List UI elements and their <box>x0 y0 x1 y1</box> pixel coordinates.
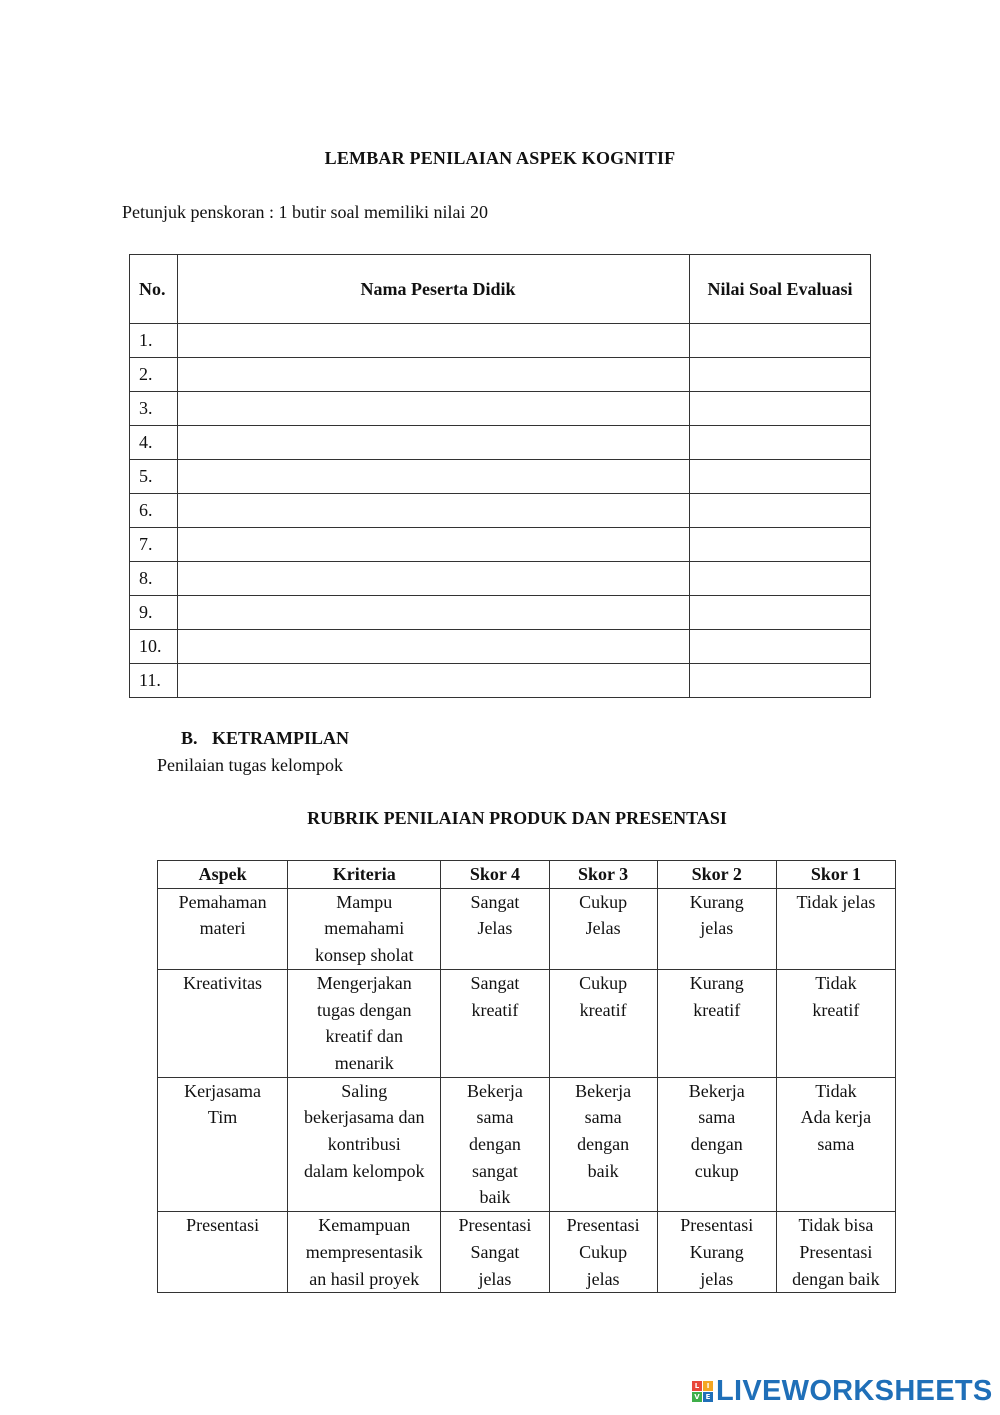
rubric-cell: Presentasi Sangat jelas <box>441 1212 549 1293</box>
student-name-cell <box>178 460 690 494</box>
score-cell <box>690 494 871 528</box>
score-cell <box>690 358 871 392</box>
student-name-cell <box>178 630 690 664</box>
rubric-header-cell: Aspek <box>158 861 288 889</box>
row-number: 2. <box>130 358 178 392</box>
rubric-row <box>158 1077 896 1212</box>
score-cell <box>690 426 871 460</box>
student-name-cell <box>178 324 690 358</box>
row-number: 10. <box>130 630 178 664</box>
section-b-letter: B. <box>181 728 198 748</box>
rubric-cell: Cukup Jelas <box>549 888 657 969</box>
score-cell <box>690 392 871 426</box>
rubric-row <box>158 1212 896 1293</box>
rubric-cell: Kurang jelas <box>657 888 776 969</box>
section-b-title: KETRAMPILAN <box>212 728 350 748</box>
page-title: LEMBAR PENILAIAN ASPEK KOGNITIF <box>324 148 676 168</box>
rubric-row <box>158 888 896 969</box>
logo-square: V <box>692 1392 702 1402</box>
row-number: 9. <box>130 596 178 630</box>
rubric-header-cell: Kriteria <box>288 861 441 889</box>
rubric-cell: Sangat kreatif <box>441 969 549 1077</box>
row-number: 11. <box>130 664 178 698</box>
table-row <box>130 324 871 358</box>
student-name-cell <box>178 528 690 562</box>
rubric-cell: Presentasi <box>158 1212 288 1293</box>
rubric-header-cell: Skor 4 <box>441 861 549 889</box>
header-evaluation-score: Nilai Soal Evaluasi <box>690 255 871 324</box>
row-number: 8. <box>130 562 178 596</box>
rubric-cell: Kemampuan mempresentasik an hasil proyek <box>288 1212 441 1293</box>
rubric-cell: Kurang kreatif <box>657 969 776 1077</box>
row-number: 3. <box>130 392 178 426</box>
score-cell <box>690 324 871 358</box>
student-name-cell <box>178 358 690 392</box>
liveworksheets-logo-mark <box>692 1381 713 1402</box>
table-row <box>130 562 871 596</box>
rubric-cell: Bekerja sama dengan sangat baik <box>441 1077 549 1212</box>
rubric-row <box>158 969 896 1077</box>
liveworksheets-logo <box>692 1376 993 1406</box>
student-name-cell <box>178 392 690 426</box>
rubric-cell: Kreativitas <box>158 969 288 1077</box>
logo-square: E <box>703 1392 713 1402</box>
student-name-cell <box>178 562 690 596</box>
rubric-cell: Mengerjakan tugas dengan kreatif dan menarik <box>288 969 441 1077</box>
table-row <box>130 426 871 460</box>
student-name-cell <box>178 596 690 630</box>
score-cell <box>690 562 871 596</box>
section-b-subtitle: Penilaian tugas kelompok <box>157 755 343 775</box>
table-row <box>130 596 871 630</box>
score-cell <box>690 460 871 494</box>
score-cell <box>690 630 871 664</box>
rubric-cell: Presentasi Kurang jelas <box>657 1212 776 1293</box>
liveworksheets-logo-text: LIVEWORKSHEETS <box>716 1374 993 1407</box>
rubric-table <box>157 860 896 1293</box>
score-cell <box>690 664 871 698</box>
rubric-cell: Tidak bisa Presentasi dengan baik <box>776 1212 895 1293</box>
student-name-cell <box>178 426 690 460</box>
rubric-cell: Pemahaman materi <box>158 888 288 969</box>
row-number: 4. <box>130 426 178 460</box>
logo-square: L <box>692 1381 702 1391</box>
student-name-cell <box>178 664 690 698</box>
row-number: 6. <box>130 494 178 528</box>
section-b-heading <box>181 728 349 749</box>
table-row <box>130 664 871 698</box>
rubric-cell: Bekerja sama dengan baik <box>549 1077 657 1212</box>
score-table <box>129 254 871 698</box>
student-name-cell <box>178 494 690 528</box>
table-row <box>130 460 871 494</box>
table-row <box>130 630 871 664</box>
rubric-header-cell: Skor 3 <box>549 861 657 889</box>
rubric-cell: Cukup kreatif <box>549 969 657 1077</box>
rubric-cell: Tidak jelas <box>776 888 895 969</box>
rubric-cell: Tidak Ada kerja sama <box>776 1077 895 1212</box>
rubric-cell: Sangat Jelas <box>441 888 549 969</box>
row-number: 7. <box>130 528 178 562</box>
logo-square: I <box>703 1381 713 1391</box>
header-no: No. <box>130 255 178 324</box>
rubric-cell: Tidak kreatif <box>776 969 895 1077</box>
rubric-cell: Presentasi Cukup jelas <box>549 1212 657 1293</box>
row-number: 5. <box>130 460 178 494</box>
header-student-name: Nama Peserta Didik <box>178 255 690 324</box>
rubric-header-cell: Skor 1 <box>776 861 895 889</box>
score-cell <box>690 528 871 562</box>
scoring-instruction: Petunjuk penskoran : 1 butir soal memiliki nilai 20 <box>122 202 488 222</box>
rubric-cell: Bekerja sama dengan cukup <box>657 1077 776 1212</box>
row-number: 1. <box>130 324 178 358</box>
rubric-header-cell: Skor 2 <box>657 861 776 889</box>
rubric-cell: Kerjasama Tim <box>158 1077 288 1212</box>
table-row <box>130 494 871 528</box>
table-row <box>130 392 871 426</box>
score-table-header <box>130 255 871 324</box>
rubric-title: RUBRIK PENILAIAN PRODUK DAN PRESENTASI <box>307 808 727 828</box>
rubric-header-row <box>158 861 896 889</box>
table-row <box>130 528 871 562</box>
table-row <box>130 358 871 392</box>
rubric-cell: Mampu memahami konsep sholat <box>288 888 441 969</box>
rubric-cell: Saling bekerjasama dan kontribusi dalam kelompok <box>288 1077 441 1212</box>
score-cell <box>690 596 871 630</box>
